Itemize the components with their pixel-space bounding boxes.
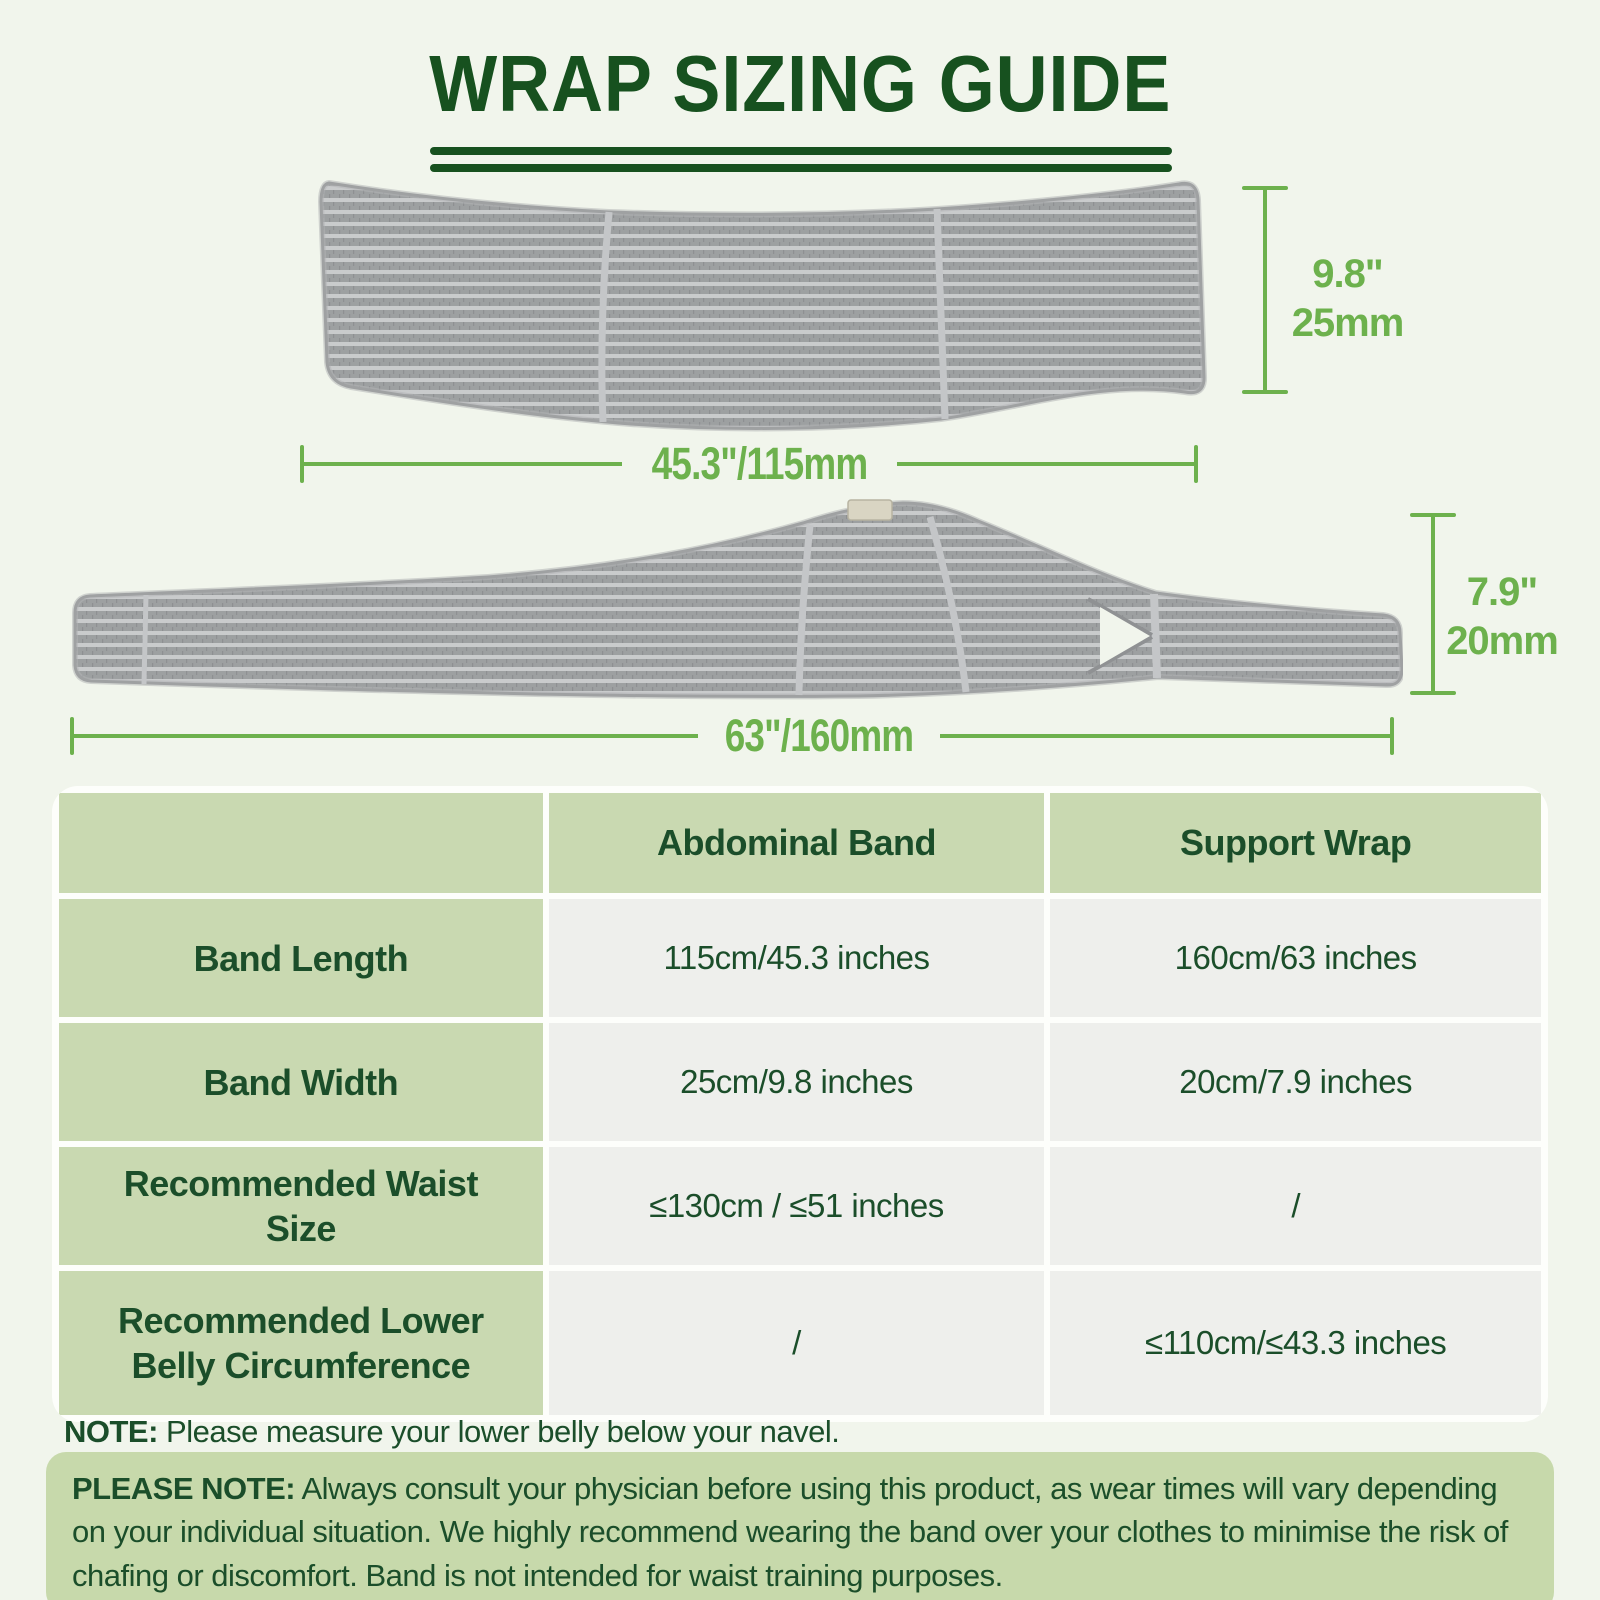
abdominal-band-illustration — [295, 170, 1215, 440]
band-height-mm: 25mm — [1291, 300, 1404, 345]
seam-line — [1154, 594, 1157, 678]
cell-band-length-abdominal: 115cm/45.3 inches — [549, 899, 1045, 1017]
wrap-height-inches: 7.9" — [1466, 570, 1538, 614]
page-title: WRAP SIZING GUIDE — [428, 39, 1172, 128]
disclaimer-text: Always consult your physician before using this product, as wear times will vary depending on your individual situation. We highly recommend wearing the band over your clothes to minimise the risk of chafing or discomfort. Band is not intended for waist training purposes. — [72, 1471, 1508, 1593]
note-label: NOTE: — [64, 1414, 158, 1449]
note-text: Please measure your lower belly below your navel. — [157, 1414, 840, 1449]
cell-waist-size-abdominal: ≤130cm / ≤51 inches — [549, 1147, 1045, 1265]
row-label-band-length: Band Length — [59, 899, 543, 1017]
dimension-cap — [1390, 717, 1394, 755]
sizing-table-grid — [59, 793, 1541, 1415]
band-height-label — [1285, 250, 1410, 348]
underline-bar — [430, 147, 1172, 155]
dimension-line — [304, 462, 622, 466]
measurement-note — [64, 1414, 839, 1450]
band-height-dimension — [1242, 186, 1288, 394]
disclaimer-box — [46, 1452, 1554, 1600]
cell-belly-circumference-abdominal: / — [549, 1271, 1045, 1415]
dimension-line — [940, 734, 1390, 738]
dimension-cap — [1242, 390, 1288, 394]
band-height-inches: 9.8" — [1312, 252, 1383, 296]
cell-waist-size-wrap: / — [1050, 1147, 1541, 1265]
row-label-waist-size: Recommended Waist Size — [59, 1147, 543, 1265]
row-label-band-width: Band Width — [59, 1023, 543, 1141]
dimension-cap — [1194, 445, 1198, 483]
wrap-length-dimension — [70, 710, 1394, 762]
dimension-line — [897, 462, 1194, 466]
brand-tag — [848, 500, 892, 520]
cell-belly-circumference-wrap: ≤110cm/≤43.3 inches — [1050, 1271, 1541, 1415]
title-underline — [430, 147, 1172, 172]
table-header-support-wrap: Support Wrap — [1050, 793, 1541, 893]
dimension-line — [1263, 190, 1267, 390]
wrap-height-mm: 20mm — [1446, 618, 1558, 663]
row-label-belly-circumference: Recommended Lower Belly Circumference — [59, 1271, 543, 1415]
band-length-dimension — [300, 438, 1198, 490]
band-body — [321, 183, 1204, 428]
seam-line — [144, 595, 146, 684]
cell-band-width-wrap: 20cm/7.9 inches — [1050, 1023, 1541, 1141]
wrap-height-label — [1432, 568, 1572, 666]
wrap-length-label: 63"/160mm — [724, 710, 914, 761]
disclaimer-label: PLEASE NOTE: — [72, 1471, 296, 1506]
cell-band-length-wrap: 160cm/63 inches — [1050, 899, 1541, 1017]
table-header-empty — [59, 793, 543, 893]
band-length-label: 45.3"/115mm — [651, 438, 868, 489]
cell-band-width-abdominal: 25cm/9.8 inches — [549, 1023, 1045, 1141]
support-wrap-illustration — [58, 495, 1403, 707]
sizing-table — [52, 786, 1548, 1422]
table-header-abdominal-band: Abdominal Band — [549, 793, 1045, 893]
dimension-cap — [1410, 691, 1456, 695]
dimension-line — [74, 734, 698, 738]
